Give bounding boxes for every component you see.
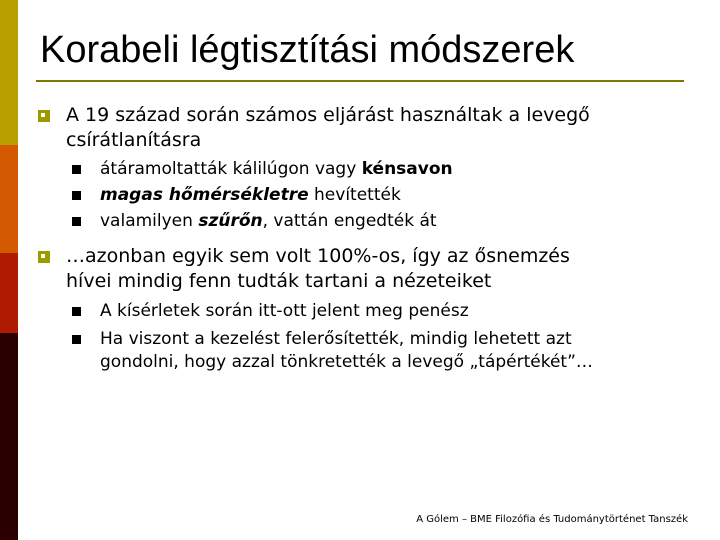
sub-bullet-text: , vattán engedték át	[262, 211, 437, 231]
sub-bullet-text: valamilyen	[100, 211, 199, 231]
slide-title: Korabeli légtisztítási módszerek	[40, 29, 575, 71]
main-bullet-1-line2: csírátlanításra	[66, 129, 202, 151]
square-bullet-icon	[72, 217, 81, 226]
footer-credit: A Gólem – BME Filozófia és Tudománytörténet Tanszék	[416, 514, 688, 525]
square-bullet-icon	[72, 335, 81, 344]
sub-bullet-text: gondolni, hogy azzal tönkretették a levegő „tápértékét”…	[100, 352, 593, 372]
square-bullet-icon	[72, 307, 81, 316]
square-bullet-icon	[38, 251, 50, 263]
sub-bullet-text: Ha viszont a kezelést felerősítették, mindig lehetett azt	[100, 329, 572, 349]
square-bullet-icon	[38, 110, 50, 122]
main-bullet-2-line1: …azonban egyik sem volt 100%-os, így az ősnemzés	[66, 245, 570, 267]
sub-bullet-text: átáramoltatták kálilúgon vagy	[100, 159, 362, 179]
main-bullet-2-text	[66, 244, 688, 294]
main-bullet-2-line2: hívei mindig fenn tudták tartani a nézeteiket	[66, 270, 492, 292]
sub-bullet-text: A kísérletek során itt-ott jelent meg penész	[100, 301, 469, 321]
square-bullet-icon	[72, 165, 81, 174]
main-bullet-1-text	[66, 103, 688, 153]
square-bullet-icon	[72, 191, 81, 200]
main-bullet-1-line1: A 19 század során számos eljárást használtak a levegő	[66, 104, 590, 126]
sub-bullet-emphasis: kénsavon	[361, 159, 453, 179]
sub-bullet-text: hevítették	[308, 185, 401, 205]
sub-bullet-emphasis: magas hőmérsékletre	[100, 185, 309, 205]
sub-bullet-emphasis: szűrőn	[198, 211, 263, 231]
